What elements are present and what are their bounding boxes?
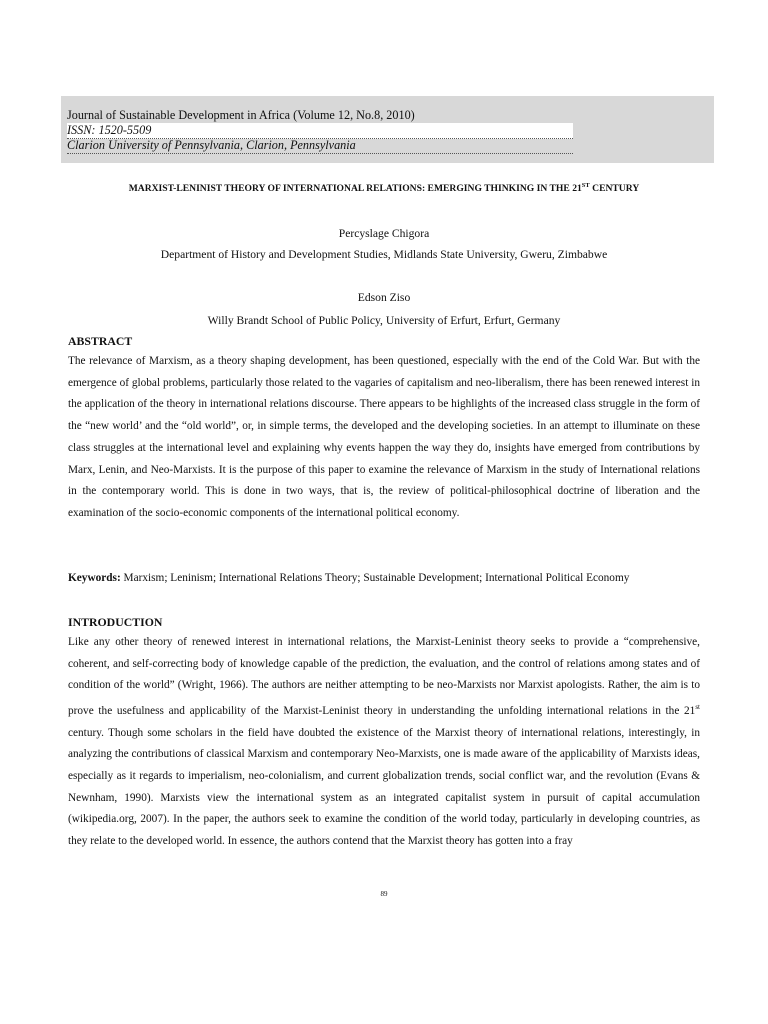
journal-publisher: Clarion University of Pennsylvania, Clarion, Pennsylvania: [67, 138, 573, 154]
paper-title-sup: ST: [581, 182, 590, 189]
paper-title-main: MARXIST-LENINIST THEORY OF INTERNATIONAL RELATIONS: EMERGING THINKING IN THE 21: [128, 183, 582, 195]
keywords-label: Keywords:: [68, 572, 121, 584]
keywords-line: [68, 572, 708, 584]
introduction-text-part-1: Like any other theory of renewed interest in international relations, the Marxist-Leninist theory seeks to provide a “comprehensive, coherent, and self-correcting body of knowledge capable of the prediction, the evaluation, and the control of relations among states and of condition of the world” (Wright, 1966). The authors are neither attempting to be neo-Marxists nor Marxist apologists. Rather, the aim is to prove the usefulness and applicability of the Marxist-Leninist theory in understanding the unfolding international relations in the 21: [68, 636, 700, 717]
journal-header: [61, 96, 714, 163]
author-affiliation-1: Department of History and Development Studies, Midlands State University, Gweru, Zimbabwe: [160, 248, 608, 261]
paper-title-tail: CENTURY: [589, 183, 640, 195]
journal-title: Journal of Sustainable Development in Africa (Volume 12, No.8, 2010): [67, 108, 415, 122]
abstract-text: The relevance of Marxism, as a theory shaping development, has been questioned, especially with the end of the Cold War. But with the emergence of global problems, particularly those related to the vagaries of capitalism and neo-liberalism, there has been renewed interest in the application of the theory in international relations discourse. There appears to be highlights of the increased class struggle in the form of the “new world’ and the “old world”, or, in simple terms, the developed and the developing societies. In an attempt to illuminate on these class struggles at the international level and explaining why events happen the way they do, insights have emerged from contributions by Marx, Lenin, and Neo-Marxists. It is the purpose of this paper to examine the relevance of Marxism in the study of International relations in the contemporary world. This is done in two ways, that is, the review of political-philosophical doctrine of liberation and the examination of the socio-economic components of the international political economy.: [68, 355, 700, 519]
introduction-heading: INTRODUCTION: [68, 615, 163, 629]
author-name-2: Edson Ziso: [357, 291, 411, 304]
journal-issn: ISSN: 1520-5509: [67, 123, 573, 139]
introduction-text-part-2: century. Though some scholars in the field have doubted the existence of the Marxist theory of international relations, interestingly, in analyzing the contributions of classical Marxism and contemporary Neo-Marxists, one is made aware of the applicability of Marxists ideas, especially as it regards to imperialism, neo-colonialism, and current globalization trends, social conflict war, and the revolution (Evans & Newnham, 1990). Marxists view the international system as an integrated capitalist system in pursuit of capital accumulation (wikipedia.org, 2007). In the paper, the authors seek to examine the condition of the world today, particularly in developing countries, as they relate to the developed world. In essence, the authors contend that the Marxist theory has gotten into a fray: [68, 726, 700, 848]
author-name-1: Percyslage Chigora: [338, 227, 430, 240]
author-affiliation-2: Willy Brandt School of Public Policy, University of Erfurt, Erfurt, Germany: [207, 314, 561, 327]
abstract-heading: ABSTRACT: [68, 334, 133, 348]
paper-title: [0, 182, 768, 194]
page-number: 89: [380, 890, 388, 898]
introduction-sup: st: [695, 703, 700, 712]
keywords-text: Marxism; Leninism; International Relations Theory; Sustainable Development; International Political Economy: [120, 572, 630, 584]
introduction-text: [68, 632, 700, 853]
